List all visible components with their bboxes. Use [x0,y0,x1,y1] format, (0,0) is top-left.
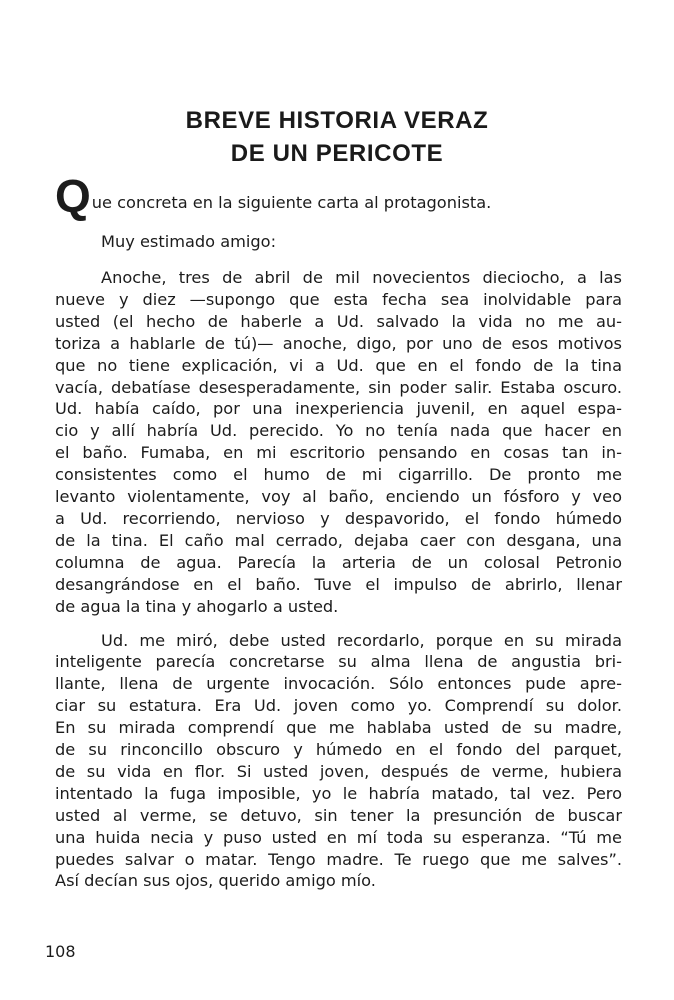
text-line: a Ud. recorriendo, nervioso y despavorido, el fondo húmedo [55,508,622,528]
text-line: usted (el hecho de haberle a Ud. salvado la vida no me au- [55,311,622,331]
chapter-title-line-2: DE UN PERICOTE [230,140,444,167]
chapter-title-line-1: BREVE HISTORIA VERAZ [185,107,489,134]
text-line: columna de agua. Parecía la arteria de un colosal Petronio [55,552,622,572]
opening-text: ue concreta en la siguiente carta al protagonista. [91,193,492,212]
text-line: En su mirada comprendí que me hablaba usted de su madre, [55,718,622,738]
text-line: toriza a hablarle de tú)— anoche, digo, por uno de esos motivos [55,333,622,353]
text-line: una huida necia y puso usted en mí toda su esperanza. “Tú me [55,827,622,847]
opening-sentence [55,170,622,223]
text-line: intentado la fuga imposible, yo le habría matado, tal vez. Pero [55,783,622,803]
text-line: nueve y diez —supongo que esta fecha sea inolvidable para [55,289,622,309]
text-line: de agua la tina y ahogarlo a usted. [55,596,339,616]
paragraph-2 [55,630,622,893]
paragraph-1 [55,267,622,618]
text-line: ciar su estatura. Era Ud. joven como yo. Comprendí su dolor. [55,696,622,716]
text-line: consistentes como el humo de mi cigarrillo. De pronto me [55,465,622,485]
text-line: inteligente parecía concretarse su alma llena de angustia bri- [55,652,622,672]
text-line: de su rinconcillo obscuro y húmedo en el fondo del parquet, [55,740,622,760]
text-line: Anoche, tres de abril de mil novecientos dieciocho, a las [101,268,622,287]
chapter-title [0,104,674,170]
text-line: Ud. había caído, por una inexperiencia juvenil, en aquel espa- [55,399,622,419]
drop-cap: Q [55,170,91,222]
text-line: Ud. me miró, debe usted recordarlo, porque en su mirada [101,630,622,650]
text-line: desangrándose en el baño. Tuve el impulso de abrirlo, llenar [55,574,622,594]
text-line: el baño. Fumaba, en mi escritorio pensando en cosas tan in- [55,443,622,463]
page-number: 108 [45,942,76,961]
text-line: vacía, debatíase desesperadamente, sin poder salir. Estaba oscuro. [55,377,622,397]
text-line: de su vida en flor. Si usted joven, después de verme, hubiera [55,761,622,781]
text-line: de la tina. El caño mal cerrado, dejaba caer con desgana, una [55,530,622,550]
text-line: usted al verme, se detuvo, sin tener la presunción de buscar [55,805,622,825]
text-line: levanto violentamente, voy al baño, enciendo un fósforo y veo [55,487,622,507]
letter-salutation: Muy estimado amigo: [101,232,277,251]
body-text [55,170,622,892]
text-line: llante, llena de urgente invocación. Sólo entonces pude apre- [55,674,622,694]
text-line: que no tiene explicación, vi a Ud. que en el fondo de la tina [55,355,622,375]
text-line: puedes salvar o matar. Tengo madre. Te ruego que me salves”. [55,849,622,869]
text-line: Así decían sus ojos, querido amigo mío. [55,871,376,891]
text-line: cio y allí habría Ud. perecido. Yo no tenía nada que hacer en [55,421,622,441]
